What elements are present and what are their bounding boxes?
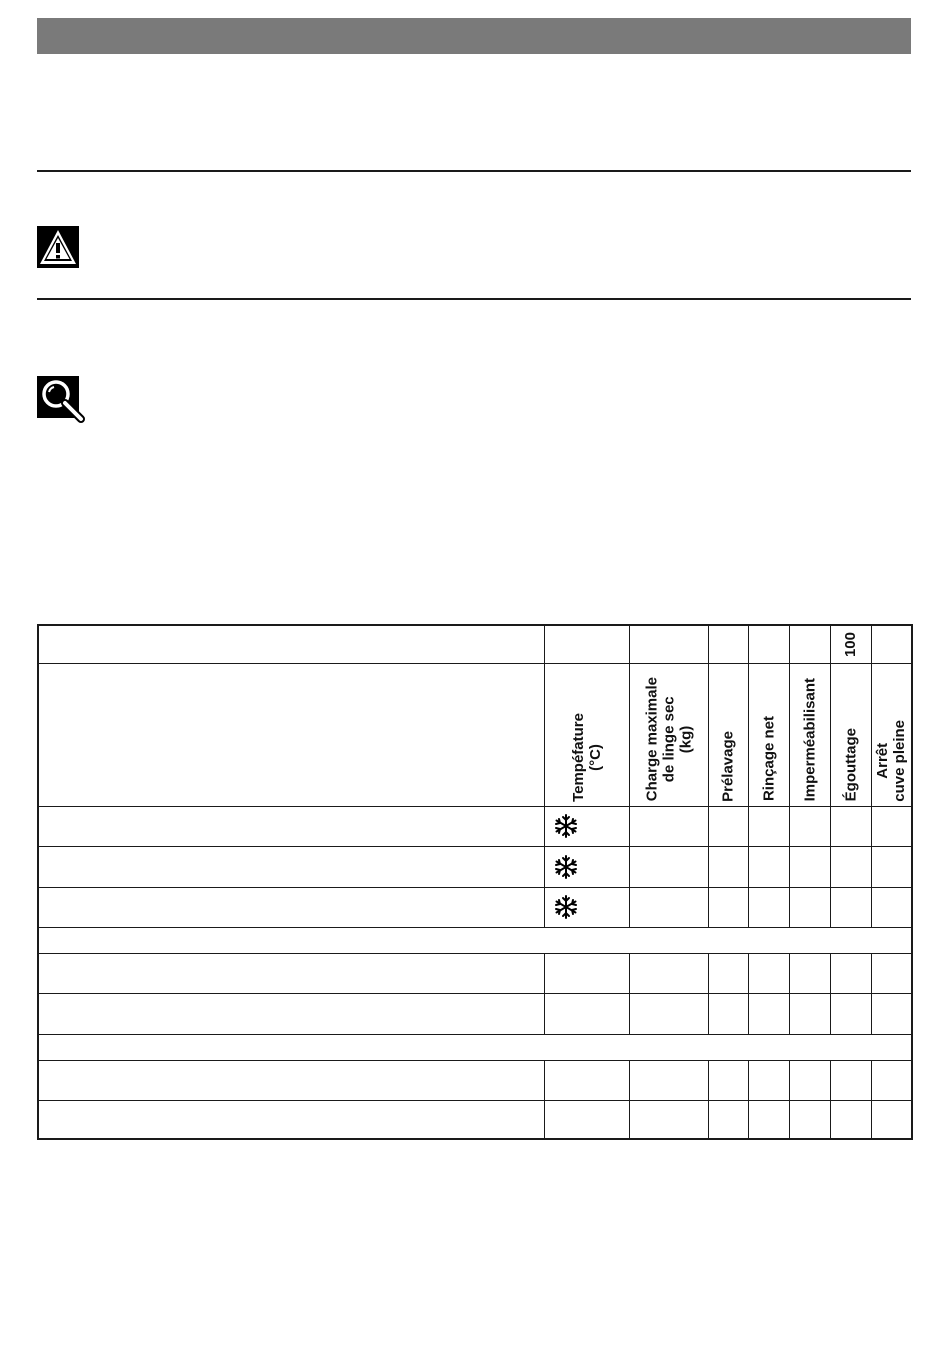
header-prewash-label: Prélavage bbox=[719, 730, 737, 802]
cell bbox=[830, 806, 871, 846]
header-clean-rinse-label: Rinçage net bbox=[760, 716, 777, 802]
cell bbox=[748, 993, 789, 1034]
cell bbox=[748, 887, 789, 927]
cell bbox=[544, 953, 629, 993]
cell bbox=[38, 1100, 544, 1139]
snowflake-icon bbox=[553, 854, 579, 880]
cell bbox=[629, 625, 708, 663]
header-max-load-label: Charge maximale de linge sec (kg) bbox=[643, 677, 694, 802]
section-cell bbox=[38, 927, 912, 953]
cell bbox=[871, 625, 912, 663]
cell bbox=[38, 625, 544, 663]
magnifier-icon bbox=[37, 376, 89, 424]
divider-middle bbox=[37, 298, 911, 300]
cell bbox=[830, 953, 871, 993]
cold-cell bbox=[544, 887, 629, 927]
cell bbox=[748, 846, 789, 887]
cell bbox=[629, 806, 708, 846]
table-row bbox=[38, 806, 912, 846]
cell bbox=[708, 625, 748, 663]
cell bbox=[789, 993, 830, 1034]
cell bbox=[871, 887, 912, 927]
cell bbox=[789, 1100, 830, 1139]
table-row bbox=[38, 993, 912, 1034]
program-table bbox=[37, 624, 913, 1140]
table-row bbox=[38, 846, 912, 887]
cell bbox=[789, 887, 830, 927]
cell bbox=[830, 1060, 871, 1100]
cell bbox=[629, 1060, 708, 1100]
section-cell bbox=[38, 1034, 912, 1060]
cell bbox=[544, 1100, 629, 1139]
header-drain-label: Égouttage bbox=[842, 728, 859, 802]
cell bbox=[629, 993, 708, 1034]
table-header-row bbox=[38, 663, 912, 806]
cell bbox=[38, 1060, 544, 1100]
cell bbox=[871, 1100, 912, 1139]
cell bbox=[748, 625, 789, 663]
cell bbox=[748, 1100, 789, 1139]
cell bbox=[830, 1100, 871, 1139]
header-prewash bbox=[708, 663, 748, 806]
cell bbox=[748, 1060, 789, 1100]
header-rinse-hold bbox=[871, 663, 912, 806]
cell bbox=[708, 846, 748, 887]
cell bbox=[789, 846, 830, 887]
header-clean-rinse bbox=[748, 663, 789, 806]
section-row bbox=[38, 1034, 912, 1060]
cell bbox=[544, 993, 629, 1034]
cell bbox=[871, 846, 912, 887]
cell bbox=[830, 993, 871, 1034]
cell bbox=[748, 953, 789, 993]
header-max-load bbox=[629, 663, 708, 806]
section-row bbox=[38, 927, 912, 953]
header-drain bbox=[830, 663, 871, 806]
table-row bbox=[38, 953, 912, 993]
cell bbox=[629, 846, 708, 887]
table-row bbox=[38, 1060, 912, 1100]
cold-cell bbox=[544, 806, 629, 846]
cell bbox=[830, 887, 871, 927]
snowflake-icon bbox=[553, 894, 579, 920]
cell bbox=[789, 1060, 830, 1100]
header-rinse-hold-label: Arrêt cuve pleine bbox=[874, 719, 909, 802]
cell bbox=[544, 1060, 629, 1100]
cell bbox=[708, 1060, 748, 1100]
cell bbox=[871, 953, 912, 993]
cell bbox=[544, 625, 629, 663]
cell bbox=[789, 806, 830, 846]
cell bbox=[708, 1100, 748, 1139]
cell bbox=[38, 846, 544, 887]
cell bbox=[38, 887, 544, 927]
warning-icon bbox=[37, 226, 79, 268]
drain-speed-cell bbox=[830, 625, 871, 663]
cell bbox=[789, 625, 830, 663]
snowflake-icon bbox=[553, 813, 579, 839]
table-top-row bbox=[38, 625, 912, 663]
cell bbox=[871, 1060, 912, 1100]
cell bbox=[629, 887, 708, 927]
header-temperature-label: Tempéfature (°C) bbox=[569, 712, 604, 802]
drain-speed-value: 100 bbox=[842, 631, 859, 657]
table-row bbox=[38, 1100, 912, 1139]
cell bbox=[38, 806, 544, 846]
cell bbox=[708, 806, 748, 846]
header-waterproofing-label: Imperméabilisant bbox=[801, 678, 818, 802]
program-header-cell bbox=[38, 663, 544, 806]
cell bbox=[38, 953, 544, 993]
header-bar bbox=[37, 18, 911, 54]
header-waterproofing bbox=[789, 663, 830, 806]
header-temperature bbox=[544, 663, 629, 806]
cell bbox=[38, 993, 544, 1034]
cell bbox=[629, 1100, 708, 1139]
cell bbox=[871, 993, 912, 1034]
table-row bbox=[38, 887, 912, 927]
cell bbox=[708, 953, 748, 993]
cell bbox=[748, 806, 789, 846]
cold-cell bbox=[544, 846, 629, 887]
cell bbox=[708, 887, 748, 927]
cell bbox=[871, 806, 912, 846]
cell bbox=[830, 846, 871, 887]
cell bbox=[789, 953, 830, 993]
divider-top bbox=[37, 170, 911, 172]
cell bbox=[708, 993, 748, 1034]
cell bbox=[629, 953, 708, 993]
